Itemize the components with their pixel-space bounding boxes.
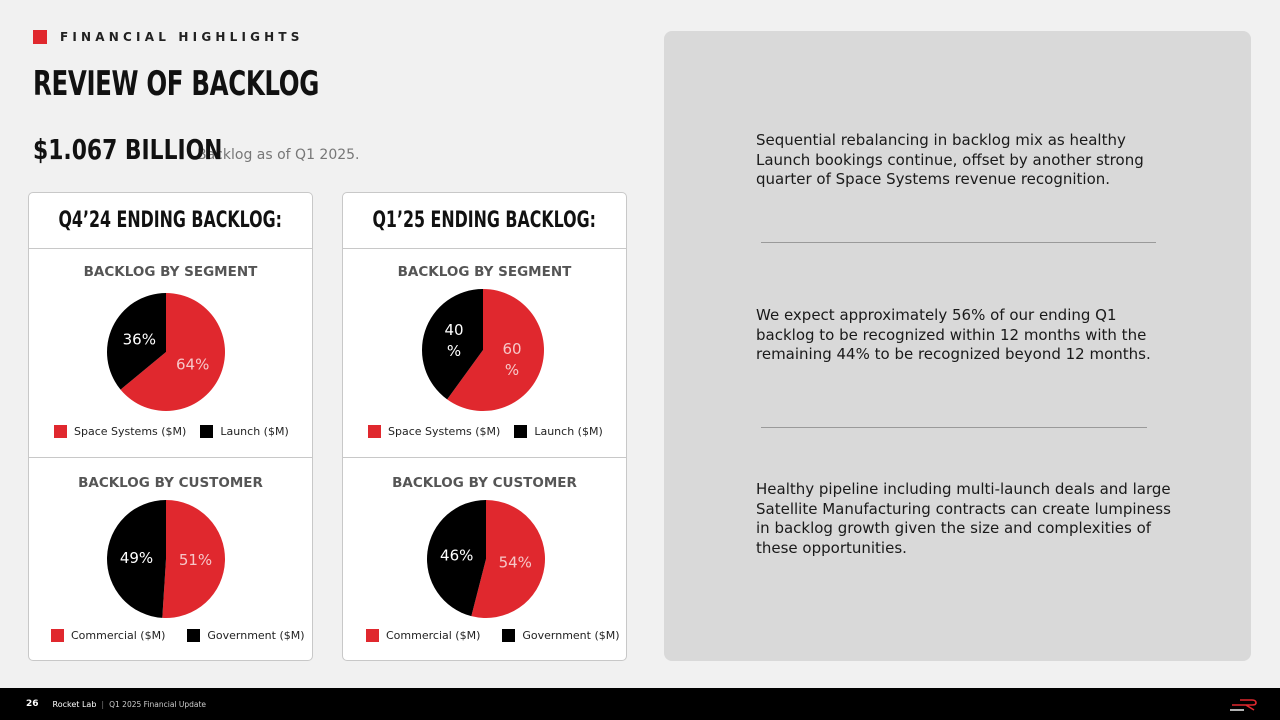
page-title: REVIEW OF BACKLOG (33, 64, 319, 104)
chart-legend (368, 425, 617, 438)
section-tag (33, 30, 304, 44)
card-header (343, 193, 626, 249)
q1-backlog-card (342, 192, 627, 661)
legend-swatch (502, 629, 515, 642)
customer-chart-panel (343, 458, 626, 661)
headline (33, 133, 360, 166)
chart-title: BACKLOG BY CUSTOMER (392, 475, 577, 491)
pie-value-label: 46% (440, 546, 474, 565)
customer-chart-panel (29, 458, 312, 661)
divider (761, 242, 1156, 243)
legend-item (54, 425, 186, 438)
commentary-point: Healthy pipeline including multi-launch deals and large Satellite Manufacturing contracts can create lumpiness in backlog growth given the size and complexities of these opportunities. (756, 480, 1171, 557)
segment-chart-panel (29, 249, 312, 458)
legend-item (366, 629, 480, 642)
legend-item (51, 629, 165, 642)
legend-item (368, 425, 500, 438)
chart-title: BACKLOG BY CUSTOMER (78, 475, 263, 491)
pie-value-label: 49% (119, 549, 154, 568)
legend-label: Commercial ($M) (386, 629, 481, 642)
legend-item (200, 425, 288, 438)
chart-legend (51, 629, 313, 642)
pie-value-label: 36% (122, 330, 156, 349)
legend-swatch (187, 629, 200, 642)
chart-title: BACKLOG BY SEGMENT (397, 264, 572, 280)
divider (761, 427, 1147, 428)
chart-legend (366, 629, 627, 642)
footer-separator: | (101, 699, 105, 709)
chart-legend (54, 425, 303, 438)
legend-swatch (51, 629, 64, 642)
page-number: 26 (26, 699, 39, 709)
commentary-panel (664, 31, 1251, 661)
backlog-subtitle: Backlog as of Q1 2025. (197, 147, 360, 163)
q4-backlog-card (28, 192, 313, 661)
legend-item (514, 425, 602, 438)
section-label: FINANCIAL HIGHLIGHTS (60, 30, 304, 44)
legend-swatch (200, 425, 213, 438)
legend-label: Commercial ($M) (71, 629, 166, 642)
commentary-point: Sequential rebalancing in backlog mix as healthy Launch bookings continue, offset by another strong quarter of Space Systems revenue recognition. (756, 131, 1144, 188)
legend-label: Space Systems ($M) (388, 425, 501, 438)
legend-label: Government ($M) (522, 629, 620, 642)
legend-label: Space Systems ($M) (74, 425, 187, 438)
legend-swatch (514, 425, 527, 438)
rocket-lab-logo-icon (1230, 699, 1258, 711)
footer (0, 688, 1280, 720)
pie-value-label: 64% (176, 355, 210, 374)
section-marker (33, 30, 47, 44)
chart-title: BACKLOG BY SEGMENT (83, 264, 258, 280)
pie-value-label: 40 % (444, 321, 464, 361)
card-header (29, 193, 312, 249)
legend-label: Launch ($M) (534, 425, 603, 438)
card-heading: Q1’25 ENDING BACKLOG: (372, 208, 597, 233)
card-heading: Q4’24 ENDING BACKLOG: (58, 208, 283, 233)
segment-chart-panel (343, 249, 626, 458)
legend-swatch (368, 425, 381, 438)
legend-label: Launch ($M) (220, 425, 289, 438)
legend-item (502, 629, 619, 642)
commentary-point: We expect approximately 56% of our ending Q1 backlog to be recognized within 12 months with the remaining 44% to be recognized beyond 12 months. (756, 306, 1151, 363)
pie-value-label: 54% (498, 553, 532, 572)
company-name: Rocket Lab (52, 699, 97, 709)
pie-value-label: 51% (178, 550, 213, 569)
legend-swatch (366, 629, 379, 642)
legend-swatch (54, 425, 67, 438)
report-name: Q1 2025 Financial Update (109, 699, 207, 709)
legend-item (187, 629, 304, 642)
pie-value-label: 60 % (502, 339, 522, 379)
backlog-amount: $1.067 BILLION (33, 133, 223, 166)
legend-label: Government ($M) (207, 629, 305, 642)
